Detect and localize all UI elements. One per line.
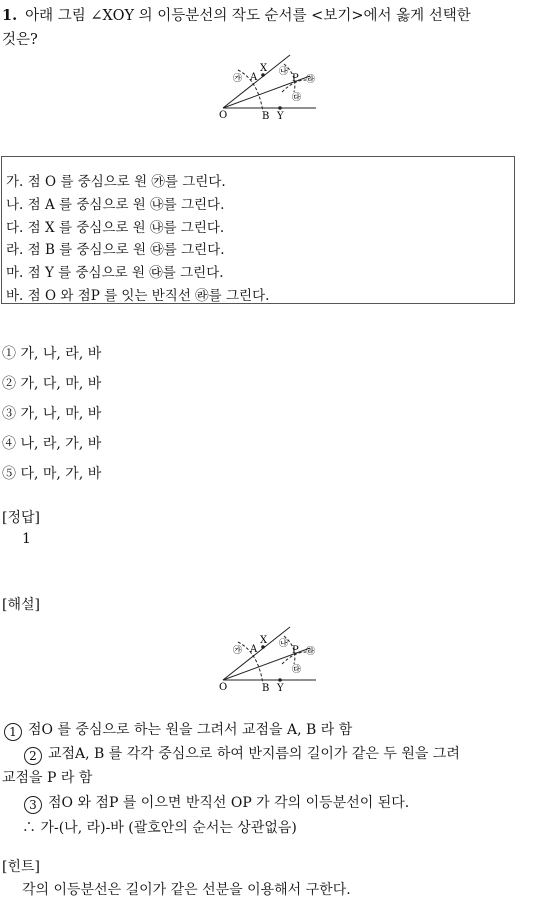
label-y: Y — [277, 683, 284, 694]
box-line-5: 마. 점 Y 를 중심으로 원 ㉰를 그린다. — [6, 265, 224, 281]
box-line-3: 다. 점 X 를 중심으로 원 ㉯를 그린다. — [6, 220, 225, 236]
answer-value: 1 — [22, 531, 31, 547]
label-c1: ㉮ — [233, 74, 243, 84]
label-b: B — [262, 111, 270, 122]
label-c4: ㉱ — [306, 75, 316, 85]
label-c3: ㉰ — [292, 665, 302, 675]
step-2-number: 2 — [24, 747, 42, 765]
box-line-1: 가. 점 O 를 중심으로 원 ㉮를 그린다. — [6, 174, 226, 190]
label-c1: ㉮ — [233, 646, 243, 656]
box-line-4: 라. 점 B 를 중심으로 원 ㉰를 그린다. — [6, 242, 225, 258]
step-3-number: 3 — [24, 796, 42, 814]
answer-heading: [정답] — [2, 510, 40, 526]
choice-2[interactable]: ② 가, 다, 마, 바 — [2, 376, 102, 392]
label-y: Y — [277, 111, 284, 122]
choice-3[interactable]: ③ 가, 나, 마, 바 — [2, 406, 102, 422]
question-line-1 — [2, 4, 471, 25]
label-c2: ㉯ — [279, 639, 289, 649]
step-1-number: 1 — [4, 723, 22, 741]
label-p: P — [292, 645, 299, 656]
explanation-figure — [218, 622, 322, 694]
choice-4[interactable]: ④ 나, 라, 가, 바 — [2, 436, 102, 452]
explanation-conclusion: ∴ 가-(나, 라)-바 (괄호안의 순서는 상관없음) — [22, 820, 297, 836]
box-line-6: 바. 점 O 와 점P 를 잇는 반직선 ㉱를 그린다. — [6, 288, 270, 304]
hint-text: 각의 이등분선은 길이가 같은 선분을 이용해서 구한다. — [22, 882, 351, 898]
explanation-heading: [해설] — [2, 597, 40, 613]
question-text-1: 아래 그림 ∠XOY 의 이등분선의 작도 순서를 <보기>에서 옳게 선택한 — [25, 8, 471, 24]
choice-5[interactable]: ⑤ 다, 마, 가, 바 — [2, 466, 102, 482]
label-p: P — [292, 73, 299, 84]
label-a: A — [250, 72, 258, 83]
label-c4: ㉱ — [306, 647, 316, 657]
choice-1[interactable]: ① 가, 나, 라, 바 — [2, 346, 102, 362]
label-b: B — [262, 683, 270, 694]
question-number: 1. — [2, 7, 18, 24]
label-x: X — [260, 635, 268, 646]
question-text-2: 것은? — [2, 32, 38, 48]
explanation-step-2: 2 교점A, B 를 각각 중심으로 하여 반지름의 길이가 같은 두 원을 그려 — [24, 743, 460, 765]
hint-heading: [힌트] — [2, 859, 40, 875]
explanation-step-2-cont: 교점을 P 라 함 — [2, 770, 93, 786]
label-o: O — [219, 110, 228, 121]
explanation-step-3: 3 점O 와 점P 를 이으면 반직선 OP 가 각의 이등분선이 된다. — [24, 792, 409, 814]
label-a: A — [250, 644, 258, 655]
angle-bisector-figure — [218, 50, 322, 122]
box-line-2: 나. 점 A 를 중심으로 원 ㉯를 그린다. — [6, 197, 225, 213]
label-c2: ㉯ — [279, 67, 289, 77]
label-c3: ㉰ — [292, 93, 302, 103]
label-x: X — [260, 63, 268, 74]
label-o: O — [219, 682, 228, 693]
explanation-step-1: 1 점O 를 중심으로 하는 원을 그려서 교점을 A, B 라 함 — [4, 719, 352, 741]
